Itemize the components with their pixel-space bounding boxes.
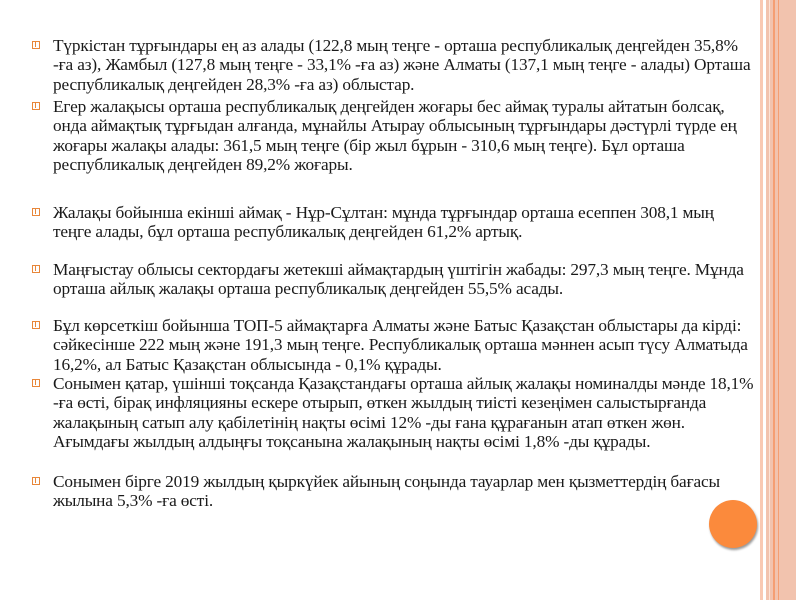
bullet-item: [30, 316, 755, 374]
square-bullet-icon: [32, 102, 40, 110]
square-bullet-icon: [32, 265, 40, 273]
bullet-item: [30, 97, 755, 175]
bullet-text: Маңғыстау облысы сектордағы жетекші аймақтардың үштігін жабады: 297,3 мың теңге. Мұнда орташа айлық жалақы орташа республикалық деңгейден 55,5% асады.: [53, 260, 744, 299]
bullet-text: Жалақы бойынша екінші аймақ - Нұр-Сұлтан: мұнда тұрғындар орташа есеппен 308,1 мың теңге алады, бұл орташа республикалық деңгейден 61,2% артық.: [53, 203, 714, 242]
bullet-text: Сонымен қатар, үшінші тоқсанда Қазақстандағы орташа айлық жалақы номиналды мәнде 18,1% -ға өсті, бірақ инфляцияны ескере отырып, өткен жылдың тиісті кезеңімен салыстырғанда жалақының сатып алу қабілетінің нақты өсімі 12% -ды ғана құрағанын атап өткен жөн. Ағымдағы жылдың алдыңғы тоқсанына жалақының нақты өсімі 1,8% -ды құрады.: [53, 374, 754, 452]
bullet-item: [30, 260, 755, 299]
bullet-text: Сонымен бірге 2019 жылдың қыркүйек айының соңында тауарлар мен қызметтердің бағасы жылына 5,3% -ға өсті.: [53, 472, 721, 511]
bullet-item: [30, 374, 755, 452]
square-bullet-icon: [32, 379, 40, 387]
bullet-text: Бұл көрсеткіш бойынша ТОП-5 аймақтарға Алматы және Батыс Қазақстан облыстары да кірді: сәйкесінше 222 мың және 191,3 мың теңге. Республикалық орташа мәннен асып түсу Алматыда 16,2%, ал Батыс Қазақстан облысында - 0,1% құрады.: [53, 316, 748, 374]
square-bullet-icon: [32, 321, 40, 329]
bullet-text: Егер жалақысы орташа республикалық деңгейден жоғары бес аймақ туралы айтатын болсақ, онда аймақтық тұрғыдан алғанда, мұнайлы Атырау облысының тұрғындары дәстүрлі түрде ең жоғары жалақы алады: 361,5 мың теңге (бір жыл бұрын - 310,6 мың теңге). Бұл орташа республикалық деңгейден 89,2% жоғары.: [53, 97, 737, 175]
bullet-text: Түркістан тұрғындары ең аз алады (122,8 мың теңге - орташа республикалық деңгейден 35,8% -ға аз), Жамбыл (127,8 мың теңге - 33,1% -ға аз) және Алматы (137,1 мың теңге - алады) Орташа республикалық деңгейден 28,3% -ға аз) облыстар.: [53, 36, 751, 94]
square-bullet-icon: [32, 41, 40, 49]
bullet-item: [30, 472, 755, 511]
orange-circle-decoration: [709, 500, 757, 548]
decorative-stripes: [760, 0, 796, 600]
square-bullet-icon: [32, 477, 40, 485]
square-bullet-icon: [32, 208, 40, 216]
bullet-item: [30, 203, 755, 242]
bullet-item: [30, 36, 755, 94]
